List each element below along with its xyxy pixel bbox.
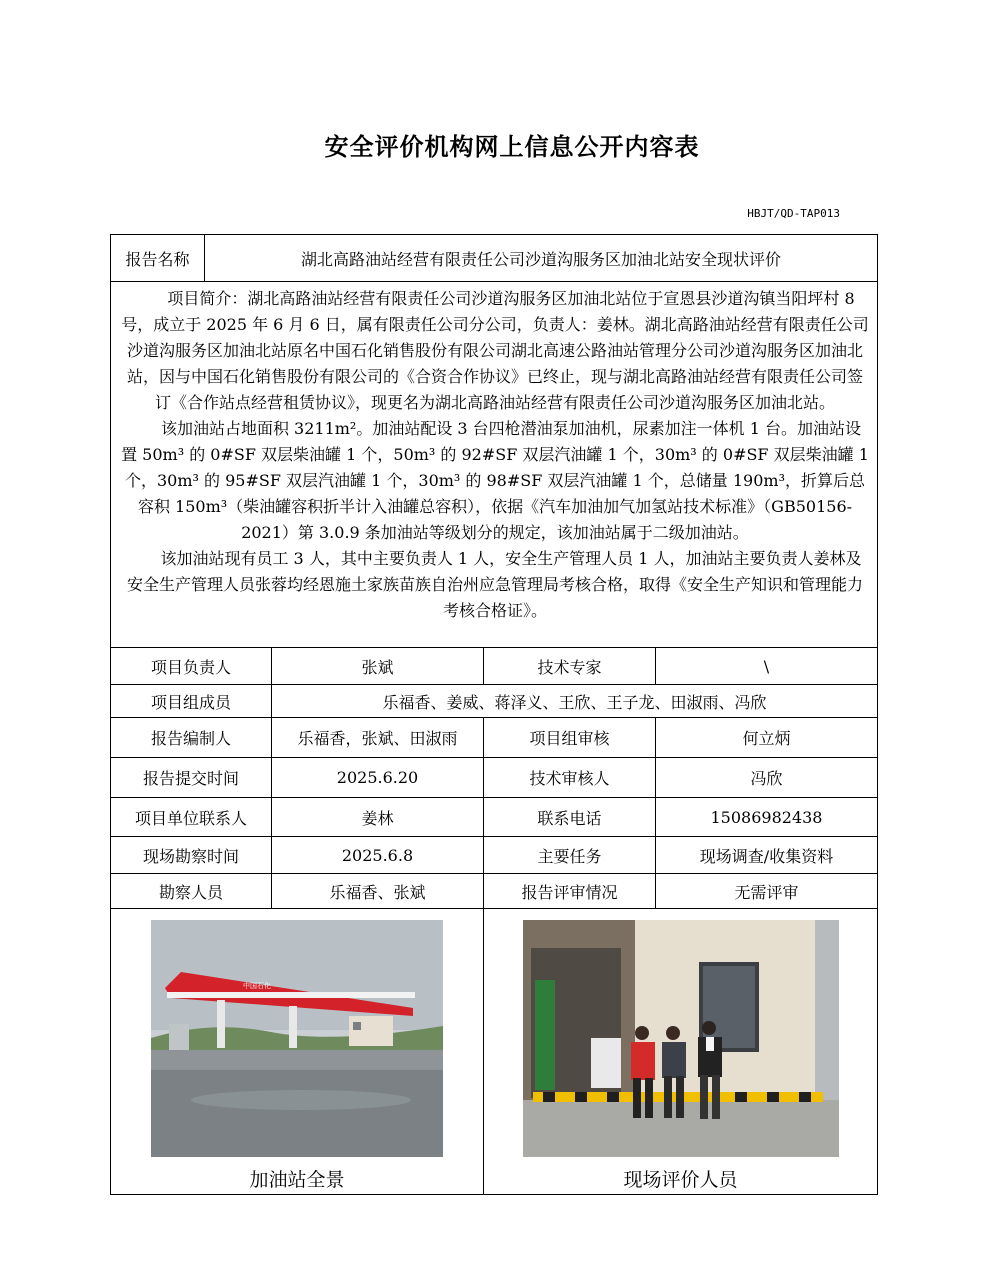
- submit-row: [111, 758, 878, 798]
- task-label: 主要任务: [484, 837, 656, 874]
- group-review-value: 何立炳: [656, 718, 878, 758]
- staff-photo: [523, 920, 839, 1157]
- staff-photo-caption: 现场评价人员: [623, 1169, 738, 1191]
- project-intro: [111, 282, 878, 648]
- review-status-label: 报告评审情况: [484, 874, 656, 909]
- members-row: [111, 685, 878, 718]
- station-photo-caption: 加油站全景: [249, 1169, 345, 1191]
- leader-value: 张斌: [272, 648, 484, 685]
- contact-value: 姜林: [272, 798, 484, 837]
- review-status-value: 无需评审: [656, 874, 878, 909]
- intro-paragraph-3: 该加油站现有员工 3 人，其中主要负责人 1 人，安全生产管理人员 1 人，加油站主要负责人姜林及安全生产管理人员张蓉均经恩施土家族苗族自治州应急管理局考核合格，取得《安全生产知识和管理能力考核合格证》。: [126, 549, 863, 620]
- tech-review-label: 技术审核人: [484, 758, 656, 798]
- survey-time-row: [111, 837, 878, 874]
- intro-row: [111, 282, 878, 648]
- gas-station-photo: [151, 920, 443, 1157]
- leader-label: 项目负责人: [111, 648, 272, 685]
- intro-paragraph-1: 项目简介：湖北高路油站经营有限责任公司沙道沟服务区加油北站位于宣恩县沙道沟镇当阳坪村 8 号，成立于 2025 年 6 月 6 日，属有限责任公司分公司，负责人：姜林。湖北高路油站经营有限责任公司沙道沟服务区加油北站原名中国石化销售股份有限公司湖北高速公路油站管理分公司沙道沟服务区加油北站，因与中国石化销售股份有限公司的《合资合作协议》已终止，现与湖北高路油站经营有限责任公司签订《合作站点经营租赁协议》，现更名为湖北高路油站经营有限责任公司沙道沟服务区加油北站。: [121, 289, 869, 412]
- intro-paragraph-2: 该加油站占地面积 3211m²。加油站配设 3 台四枪潜油泵加油机，尿素加注一体机 1 台。加油站设置 50m³ 的 0#SF 双层柴油罐 1 个，50m³ 的 92#SF 双层汽油罐 1 个，30m³ 的 0#SF 双层柴油罐 1 个，30m³ 的 95#SF 双层汽油罐 1 个，30m³ 的 98#SF 双层汽油罐 1 个，总储量 190m³，折算后总容积 150m³（柴油罐容积折半计入油罐总容积），依据《汽车加油加气加氢站技术标准》（GB50156-2021）第 3.0.9 条加油站等级划分的规定，该加油站属于二级加油站。: [121, 419, 869, 542]
- members-value: 乐福香、姜威、蒋泽义、王欣、王子龙、田淑雨、冯欣: [272, 685, 878, 718]
- surveyor-row: [111, 874, 878, 909]
- report-name-row: [111, 235, 878, 282]
- phone-value: 15086982438: [656, 798, 878, 837]
- contact-label: 项目单位联系人: [111, 798, 272, 837]
- submit-time-value: 2025.6.20: [272, 758, 484, 798]
- survey-time-value: 2025.6.8: [272, 837, 484, 874]
- compiler-value: 乐福香，张斌、田淑雨: [272, 718, 484, 758]
- survey-time-label: 现场勘察时间: [111, 837, 272, 874]
- compiler-row: [111, 718, 878, 758]
- page-title: 安全评价机构网上信息公开内容表: [324, 133, 700, 161]
- compiler-label: 报告编制人: [111, 718, 272, 758]
- phone-label: 联系电话: [484, 798, 656, 837]
- report-name-label: 报告名称: [111, 235, 205, 282]
- group-review-label: 项目组审核: [484, 718, 656, 758]
- expert-value: \: [656, 648, 878, 685]
- task-value: 现场调查/收集资料: [656, 837, 878, 874]
- info-table: [110, 234, 878, 1195]
- staff-photo-cell: [484, 909, 878, 1195]
- report-name: 湖北高路油站经营有限责任公司沙道沟服务区加油北站安全现状评价: [205, 235, 878, 282]
- document-code: HBJT/QD-TAP013: [747, 207, 840, 220]
- surveyor-label: 勘察人员: [111, 874, 272, 909]
- tech-review-value: 冯欣: [656, 758, 878, 798]
- station-canopy-sign: 中国石化: [243, 982, 271, 990]
- station-photo-cell: [111, 909, 484, 1195]
- contact-row: [111, 798, 878, 837]
- expert-label: 技术专家: [484, 648, 656, 685]
- leader-row: [111, 648, 878, 685]
- submit-time-label: 报告提交时间: [111, 758, 272, 798]
- photo-row: [111, 909, 878, 1195]
- surveyor-value: 乐福香、张斌: [272, 874, 484, 909]
- members-label: 项目组成员: [111, 685, 272, 718]
